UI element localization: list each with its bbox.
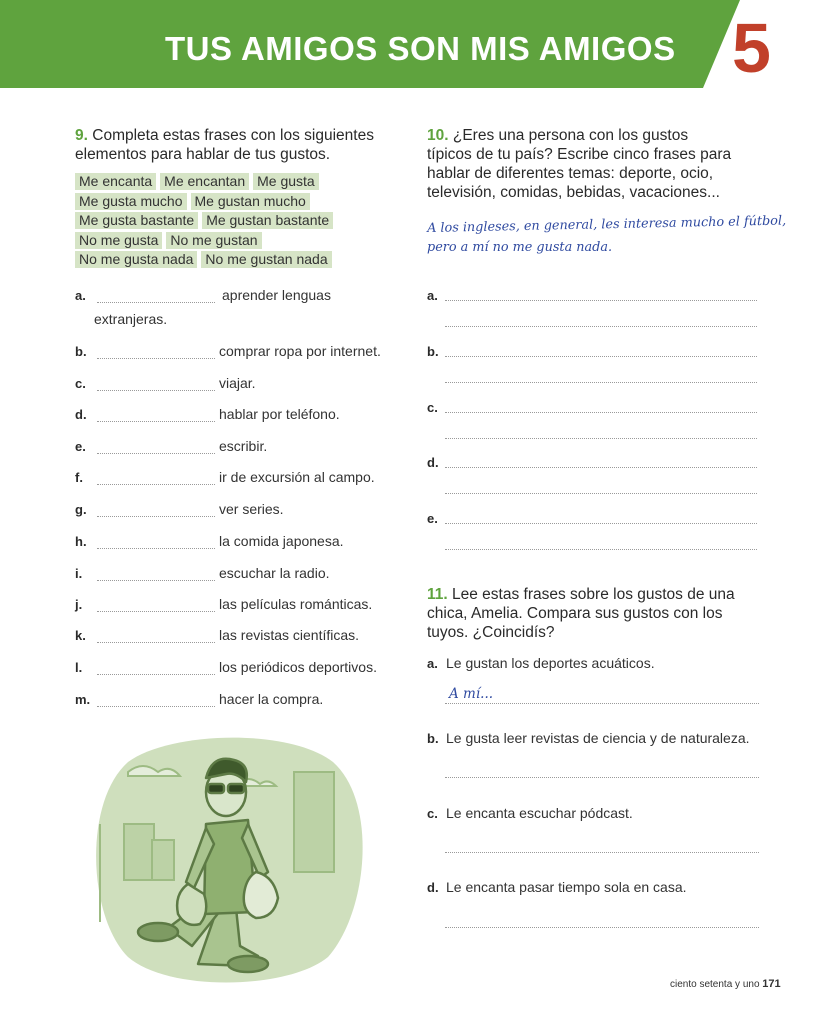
expression-chip: No me gusta (75, 232, 162, 249)
exercise-9-number: 9. (75, 127, 88, 144)
answer-line[interactable] (445, 438, 757, 439)
item-text: comprar ropa por internet. (219, 343, 381, 359)
answer-blank[interactable] (97, 421, 215, 422)
answer-line[interactable] (445, 852, 759, 853)
item-text: Le encanta escuchar pódcast. (446, 805, 633, 821)
item-letter: e. (427, 511, 438, 526)
item-text: hacer la compra. (219, 691, 324, 707)
unit-number: 5 (732, 9, 771, 87)
answer-line[interactable] (445, 300, 757, 301)
exercise-10-line-3: hablar de diferentes temas: deporte, ocio, (427, 165, 714, 182)
chip-row (75, 212, 405, 232)
item-letter: b. (75, 344, 87, 359)
expression-chip: Me encanta (75, 173, 156, 190)
item-text: ver series. (219, 501, 284, 517)
expression-chip: Me gustan mucho (191, 193, 310, 210)
item-letter: e. (75, 439, 86, 454)
exercise-10-example-line-2: pero a mí no me gusta nada. (427, 240, 613, 255)
item-text: la comida japonesa. (219, 533, 344, 549)
item-letter: k. (75, 628, 86, 643)
exercise-9-instruction (75, 126, 405, 164)
answer-blank[interactable] (97, 580, 215, 581)
exercise-11-line-2: chica, Amelia. Compara sus gustos con los (427, 605, 723, 622)
answer-line[interactable] (445, 326, 757, 327)
answer-line[interactable] (445, 927, 759, 928)
answer-blank[interactable] (97, 706, 215, 707)
item-letter: c. (75, 376, 86, 391)
exercise-10-line-4: televisión, comidas, bebidas, vacaciones... (427, 184, 720, 201)
item-letter: j. (75, 597, 83, 612)
exercise-11-line-1: Lee estas frases sobre los gustos de una (452, 586, 735, 603)
item-letter: m. (75, 692, 91, 707)
answer-line[interactable] (445, 523, 757, 524)
chapter-title: TUS AMIGOS SON MIS AMIGOS (165, 30, 676, 67)
exercise-10-example-line-1: A los ingleses, en general, les interesa mucho el fútbol, (427, 213, 787, 236)
answer-line[interactable] (445, 493, 757, 494)
item-letter: a. (427, 288, 438, 303)
item-letter: a. (75, 288, 86, 303)
answer-blank[interactable] (97, 390, 215, 391)
answer-line[interactable] (445, 549, 757, 550)
chip-row (75, 173, 405, 193)
page-number-words: ciento setenta y uno (670, 979, 760, 990)
exercise-11-instruction (427, 585, 767, 642)
item-text: hablar por teléfono. (219, 406, 340, 422)
item-text: viajar. (219, 375, 256, 391)
answer-line[interactable] (445, 467, 757, 468)
exercise-11-line-3: tuyos. ¿Coincidís? (427, 624, 555, 641)
item-text: escribir. (219, 438, 268, 454)
answer-blank[interactable] (97, 674, 215, 675)
answer-line[interactable] (445, 412, 757, 413)
expression-chip: No me gusta nada (75, 251, 197, 268)
item-letter: b. (427, 344, 439, 359)
answer-blank[interactable] (97, 453, 215, 454)
item-text: aprender lenguas (222, 287, 331, 303)
item-letter: d. (427, 880, 439, 895)
answer-blank[interactable] (97, 642, 215, 643)
answer-blank[interactable] (97, 302, 215, 303)
expression-chip: No me gustan (166, 232, 261, 249)
example-answer: A mí... (449, 686, 494, 702)
exercise-10-instruction (427, 126, 767, 202)
item-text: escuchar la radio. (219, 565, 330, 581)
exercise-10-number: 10. (427, 127, 449, 144)
answer-blank[interactable] (97, 484, 215, 485)
exercise-9-line-2: elementos para hablar de tus gustos. (75, 146, 331, 163)
answer-blank[interactable] (97, 516, 215, 517)
item-text: las revistas científicas. (219, 627, 360, 643)
item-text: los periódicos deportivos. (219, 659, 377, 675)
answer-blank[interactable] (97, 611, 215, 612)
answer-blank[interactable] (97, 358, 215, 359)
page-number: 171 (762, 978, 781, 990)
expression-chip: Me gustan bastante (202, 212, 333, 229)
item-letter: b. (427, 731, 439, 746)
expression-bank (75, 173, 405, 271)
chip-row (75, 193, 405, 213)
item-letter: f. (75, 470, 83, 485)
item-text: las películas románticas. (219, 596, 373, 612)
chip-row (75, 232, 405, 252)
item-text: Le gusta leer revistas de ciencia y de naturaleza. (446, 730, 750, 746)
expression-chip: Me gusta (253, 173, 319, 190)
item-letter: c. (427, 400, 438, 415)
item-letter: g. (75, 502, 87, 517)
exercise-9-line-1: Completa estas frases con los siguientes (92, 127, 374, 144)
exercise-11-number: 11. (427, 586, 448, 603)
item-letter: l. (75, 660, 83, 675)
expression-chip: Me gusta bastante (75, 212, 198, 229)
item-text: Le encanta pasar tiempo sola en casa. (446, 879, 687, 895)
item-letter: i. (75, 566, 83, 581)
item-letter: d. (75, 407, 87, 422)
chapter-banner (0, 0, 836, 92)
answer-line[interactable] (445, 356, 757, 357)
item-letter: h. (75, 534, 87, 549)
item-text: Le gustan los deportes acuáticos. (446, 655, 655, 671)
item-letter: d. (427, 455, 439, 470)
exercise-10-line-2: típicos de tu país? Escribe cinco frases para (427, 146, 732, 163)
item-text-continued: extranjeras. (94, 311, 168, 327)
answer-line[interactable] (445, 703, 759, 704)
man-walking-illustration (88, 732, 364, 984)
expression-chip: Me encantan (160, 173, 249, 190)
page-footer (670, 978, 781, 990)
answer-line[interactable] (445, 382, 757, 383)
chip-row (75, 251, 405, 271)
item-text: ir de excursión al campo. (219, 469, 375, 485)
answer-line[interactable] (445, 777, 759, 778)
item-letter: c. (427, 806, 438, 821)
expression-chip: No me gustan nada (201, 251, 331, 268)
exercise-10-line-1: ¿Eres una persona con los gustos (452, 127, 689, 144)
expression-chip: Me gusta mucho (75, 193, 187, 210)
item-letter: a. (427, 656, 438, 671)
answer-blank[interactable] (97, 548, 215, 549)
